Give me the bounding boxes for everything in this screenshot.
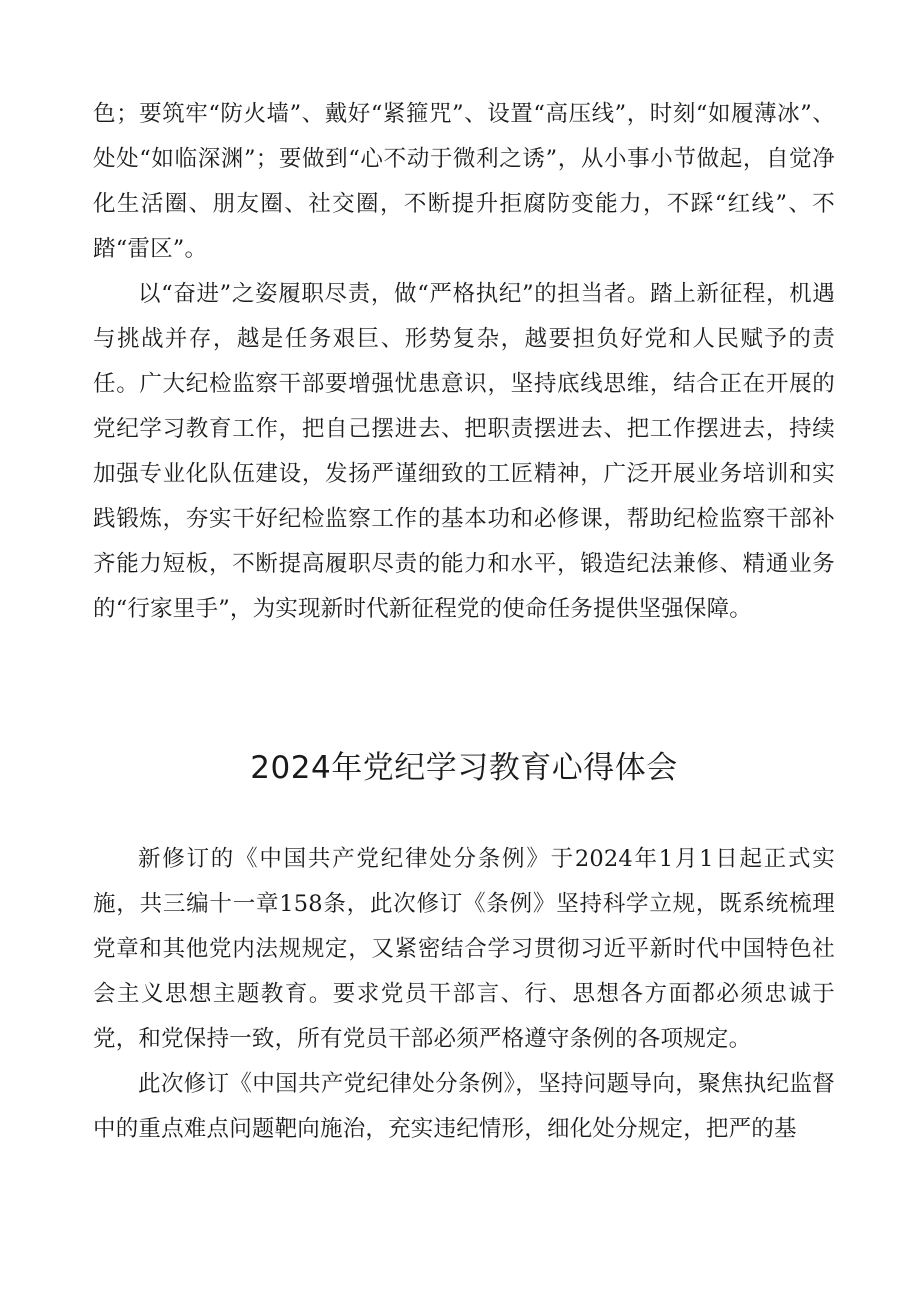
article-body xyxy=(93,837,835,1152)
paragraph: 新修订的《中国共产党纪律处分条例》于2024年1月1日起正式实施，共三编十一章158条，此次修订《条例》坚持科学立规，既系统梳理党章和其他党内法规规定，又紧密结合学习贯彻习近平新时代中国特色社会主义思想主题教育。要求党员干部言、行、思想各方面都必须忠诚于党，和党保持一致，所有党员干部必须严格遵守条例的各项规定。 xyxy=(93,846,835,1052)
article-title: 2024年党纪学习教育心得体会 xyxy=(250,750,678,786)
paragraph-continued: 色；要筑牢“防火墙”、戴好“紧箍咒”、设置“高压线”，时刻“如履薄冰”、处处“如临深渊”；要做到“心不动于微利之诱”，从小事小节做起，自觉净化生活圈、朋友圈、社交圈，不断提升拒腐防变能力，不踩“红线”、不踏“雷区”。 xyxy=(93,101,835,262)
paragraph: 此次修订《中国共产党纪律处分条例》，坚持问题导向，聚焦执纪监督中的重点难点问题靶向施治，充实违纪情形，细化处分规定，把严的基 xyxy=(93,1071,835,1142)
article-heading xyxy=(93,742,835,787)
previous-article-continuation xyxy=(93,92,835,632)
paragraph: 以“奋进”之姿履职尽责，做“严格执纪”的担当者。踏上新征程，机遇与挑战并存，越是任务艰巨、形势复杂，越要担负好党和人民赋予的责任。广大纪检监察干部要增强忧患意识，坚持底线思维，结合正在开展的党纪学习教育工作，把自己摆进去、把职责摆进去、把工作摆进去，持续加强专业化队伍建设，发扬严谨细致的工匠精神，广泛开展业务培训和实践锻炼，夯实干好纪检监察工作的基本功和必修课，帮助纪检监察干部补齐能力短板，不断提高履职尽责的能力和水平，锻造纪法兼修、精通业务的“行家里手”，为实现新时代新征程党的使命任务提供坚强保障。 xyxy=(93,281,835,622)
